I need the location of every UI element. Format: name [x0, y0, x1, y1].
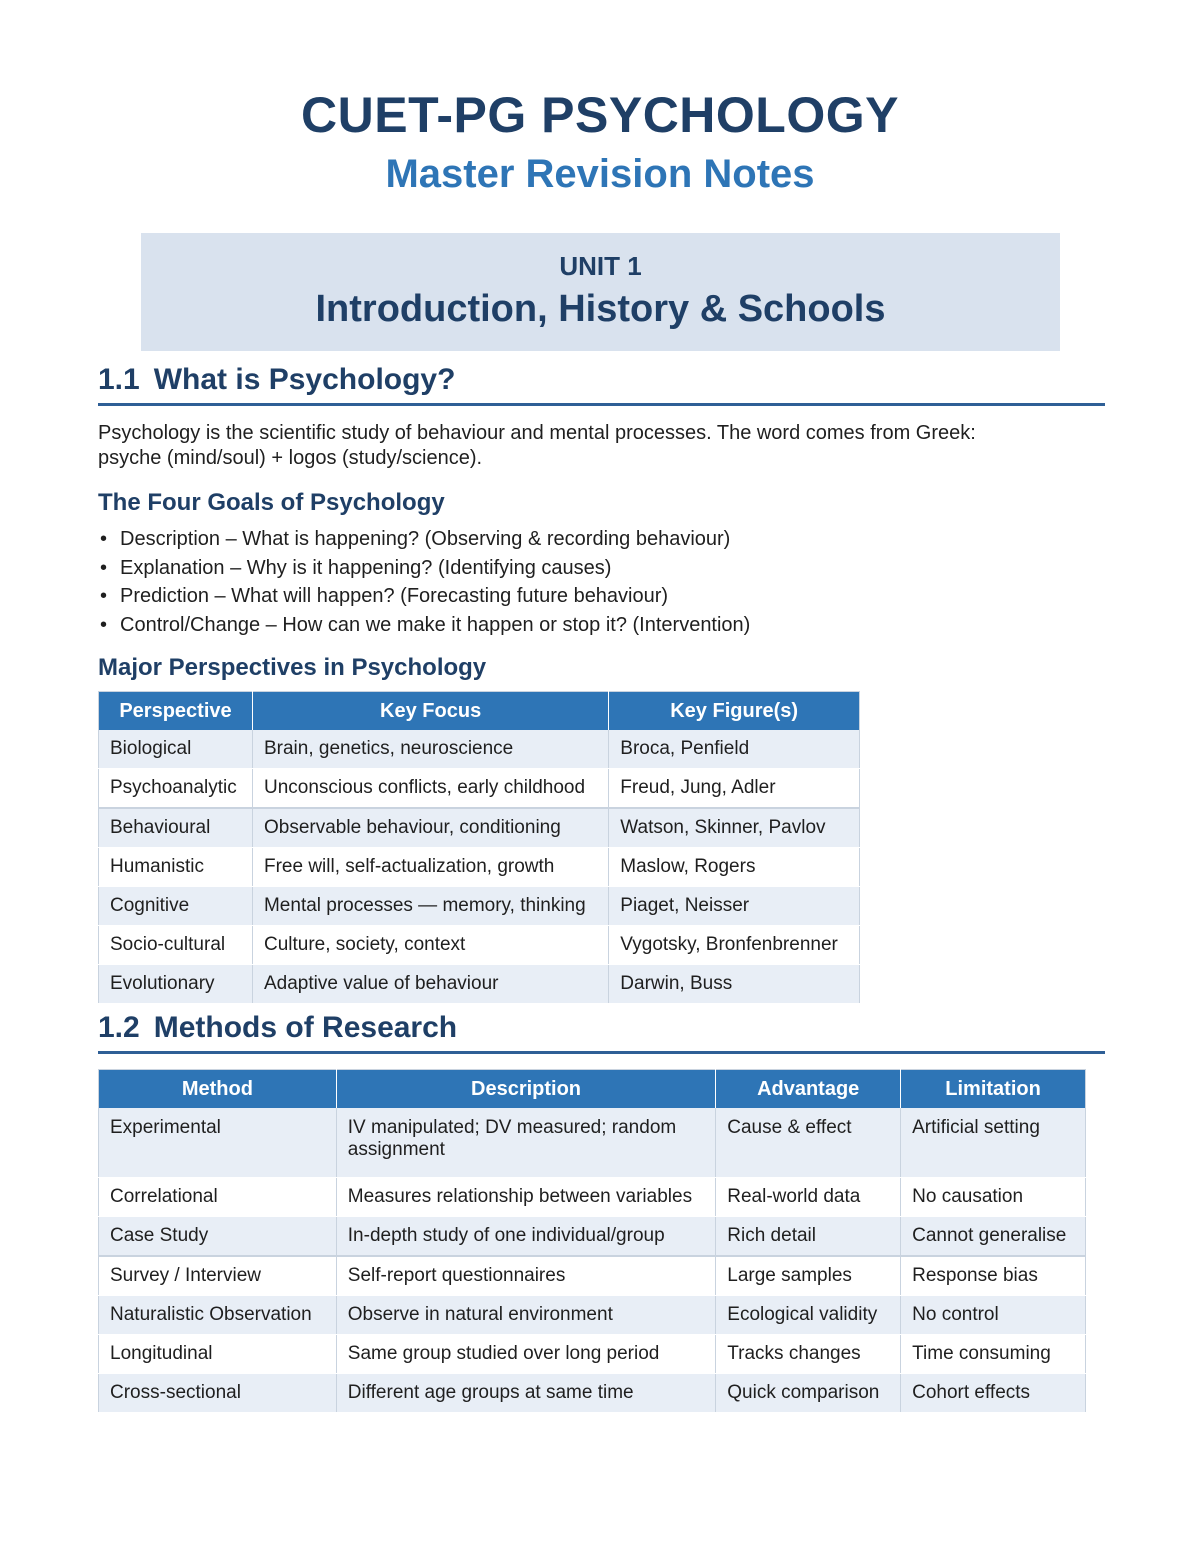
table-header-row	[99, 692, 860, 731]
table-cell: Cognitive	[99, 887, 253, 926]
table-row	[99, 1217, 1086, 1257]
list-item	[98, 582, 750, 611]
table-row	[99, 1374, 1086, 1413]
paragraph-line: psyche (mind/soul) + logos (study/science).	[98, 447, 483, 469]
table-cell: Humanistic	[99, 848, 253, 887]
bullet-icon: •	[100, 585, 108, 607]
unit-label: UNIT 1	[559, 251, 642, 281]
table-cell: Vygotsky, Bronfenbrenner	[609, 926, 860, 965]
bullet-icon: •	[100, 613, 108, 636]
table-cell: Unconscious conflicts, early childhood	[252, 769, 608, 809]
table-cell: Socio-cultural	[99, 926, 253, 965]
table-cell: Naturalistic Observation	[99, 1296, 337, 1335]
table-cell: No control	[901, 1296, 1086, 1335]
goal-text: Prediction – What will happen? (Forecasting future behaviour)	[120, 585, 669, 607]
section-number: 1.2	[98, 1011, 140, 1044]
table-cell: Piaget, Neisser	[609, 887, 860, 926]
table-row	[99, 1335, 1086, 1374]
column-header: Perspective	[99, 692, 253, 731]
list-item	[98, 525, 750, 554]
goal-text: Explanation – Why is it happening? (Identifying causes)	[120, 556, 612, 579]
table-cell: Cause & effect	[716, 1108, 901, 1178]
table-cell: Observable behaviour, conditioning	[252, 808, 608, 848]
bullet-icon: •	[100, 528, 108, 550]
table-cell: Experimental	[99, 1108, 337, 1178]
table-cell: Brain, genetics, neuroscience	[252, 730, 608, 769]
table-cell: Broca, Penfield	[609, 730, 860, 769]
table-cell: Cross-sectional	[99, 1374, 337, 1413]
column-header: Advantage	[716, 1070, 901, 1109]
table-cell: Large samples	[716, 1256, 901, 1296]
goals-list	[98, 525, 750, 639]
table-row	[99, 808, 860, 848]
table-row	[99, 769, 860, 809]
table-row	[99, 887, 860, 926]
table-row	[99, 1108, 1086, 1178]
table-cell: Watson, Skinner, Pavlov	[609, 808, 860, 848]
table-cell: Free will, self-actualization, growth	[252, 848, 608, 887]
table-cell: No causation	[901, 1178, 1086, 1217]
table-cell: Darwin, Buss	[609, 965, 860, 1004]
perspectives-heading: Major Perspectives in Psychology	[98, 654, 487, 681]
list-item	[98, 611, 750, 640]
paragraph-line: Psychology is the scientific study of behaviour and mental processes. The word comes from Greek:	[98, 422, 976, 444]
section-number: 1.1	[98, 363, 140, 396]
table-cell: Survey / Interview	[99, 1256, 337, 1296]
table-cell: Observe in natural environment	[336, 1296, 716, 1335]
table-row	[99, 965, 860, 1004]
table-cell: Freud, Jung, Adler	[609, 769, 860, 809]
column-header: Description	[336, 1070, 716, 1109]
goal-text: Description – What is happening? (Observing & recording behaviour)	[120, 528, 731, 550]
table-cell: Adaptive value of behaviour	[252, 965, 608, 1004]
table-cell: Evolutionary	[99, 965, 253, 1004]
bullet-icon: •	[100, 556, 108, 579]
table-cell: Self-report questionnaires	[336, 1256, 716, 1296]
table-cell: Real-world data	[716, 1178, 901, 1217]
table-cell: Quick comparison	[716, 1374, 901, 1413]
table-row	[99, 926, 860, 965]
table-cell: Cohort effects	[901, 1374, 1086, 1413]
table-cell: Culture, society, context	[252, 926, 608, 965]
goal-text: Control/Change – How can we make it happen or stop it? (Intervention)	[120, 613, 751, 636]
column-header: Key Figure(s)	[609, 692, 860, 731]
table-row	[99, 1178, 1086, 1217]
table-cell: Cannot generalise	[901, 1217, 1086, 1257]
table-row	[99, 730, 860, 769]
perspectives-table	[98, 691, 860, 1004]
table-cell: Mental processes — memory, thinking	[252, 887, 608, 926]
document-subtitle: Master Revision Notes	[385, 152, 815, 196]
table-cell: Ecological validity	[716, 1296, 901, 1335]
list-item	[98, 554, 750, 583]
table-cell: Rich detail	[716, 1217, 901, 1257]
table-row	[99, 1296, 1086, 1335]
unit-title: Introduction, History & Schools	[315, 288, 886, 330]
table-cell: Time consuming	[901, 1335, 1086, 1374]
section-heading-1-1	[98, 363, 1105, 406]
column-header: Key Focus	[252, 692, 608, 731]
table-cell: IV manipulated; DV measured; random assignment	[336, 1108, 716, 1178]
section-title: What is Psychology?	[153, 363, 456, 396]
table-cell: Behavioural	[99, 808, 253, 848]
table-cell: Tracks changes	[716, 1335, 901, 1374]
table-cell: Different age groups at same time	[336, 1374, 716, 1413]
table-header-row	[99, 1070, 1086, 1109]
table-cell: Psychoanalytic	[99, 769, 253, 809]
table-cell: Artificial setting	[901, 1108, 1086, 1178]
table-cell: Correlational	[99, 1178, 337, 1217]
table-cell: Case Study	[99, 1217, 337, 1257]
section-title: Methods of Research	[153, 1011, 458, 1044]
table-cell: Longitudinal	[99, 1335, 337, 1374]
methods-table	[98, 1069, 1086, 1413]
column-header: Limitation	[901, 1070, 1086, 1109]
unit-banner	[141, 233, 1060, 351]
table-cell: Measures relationship between variables	[336, 1178, 716, 1217]
table-cell: In-depth study of one individual/group	[336, 1217, 716, 1257]
goals-heading: The Four Goals of Psychology	[98, 489, 445, 516]
table-row	[99, 848, 860, 887]
table-cell: Response bias	[901, 1256, 1086, 1296]
document-title: CUET-PG PSYCHOLOGY	[301, 87, 899, 143]
section-heading-1-2	[98, 1011, 1105, 1054]
column-header: Method	[99, 1070, 337, 1109]
definition-paragraph	[98, 421, 1098, 471]
table-cell: Maslow, Rogers	[609, 848, 860, 887]
table-cell: Same group studied over long period	[336, 1335, 716, 1374]
table-cell: Biological	[99, 730, 253, 769]
table-row	[99, 1256, 1086, 1296]
